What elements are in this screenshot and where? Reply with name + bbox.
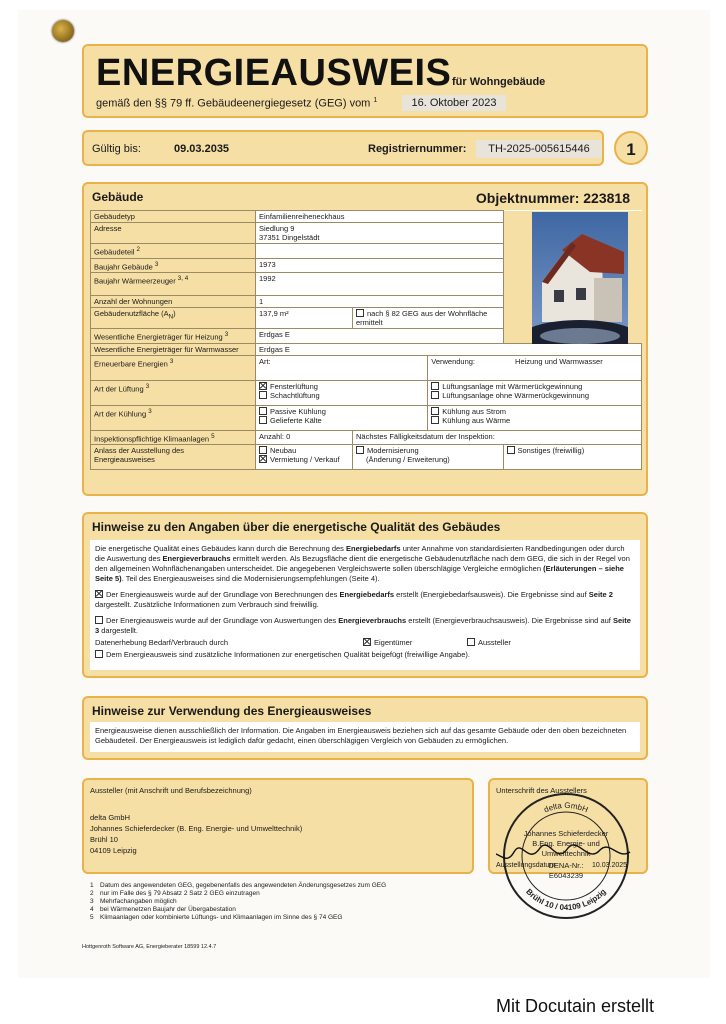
checkbox-checked-icon — [259, 382, 267, 390]
label-issue-reason: Anlass der Ausstellung des Energieausweises — [91, 445, 256, 470]
cooling-options-right[interactable]: Kühlung aus Strom Kühlung aus Wärme — [428, 405, 642, 430]
value-renewable-type: Art: — [256, 355, 428, 380]
label-address: Adresse — [91, 223, 256, 244]
table-row — [91, 430, 642, 445]
checkbox-checked-icon — [363, 638, 371, 646]
value-year-built: 1973 — [256, 258, 504, 273]
footnote: 1 Datum des angewendeten GEG, gegebenenfalls des angewendeten Änderungsgesetzes zum GEG — [90, 882, 387, 889]
checkbox-icon — [431, 407, 439, 415]
notes-quality-title: Hinweise zu den Angaben über die energetische Qualität des Gebäudes — [92, 520, 501, 534]
building-photo — [532, 212, 628, 344]
svg-text:Umwelttechnik: Umwelttechnik — [541, 849, 591, 858]
svg-text:delta GmbH: delta GmbH — [542, 800, 590, 815]
validity-box — [82, 130, 604, 166]
checkbox-icon — [356, 309, 364, 317]
checkbox-icon — [259, 407, 267, 415]
reason-option-other[interactable]: Sonstiges (freiwillig) — [503, 445, 642, 470]
law-date: 16. Oktober 2023 — [402, 95, 506, 111]
object-number: Objektnummer: 223818 — [475, 190, 630, 206]
option-additional-info[interactable]: Dem Energieausweis sind zusätzliche Informationen zur energetischen Qualität beigefügt (freiwillige Angabe). — [95, 650, 635, 660]
label-apartments: Anzahl der Wohnungen — [91, 296, 256, 308]
value-apartments: 1 — [256, 296, 504, 308]
notes-paragraph: Die energetische Qualität eines Gebäudes kann durch die Berechnung des Energiebedarfs unter Annahme von standardisierten Randbedingungen oder durch die Auswertung des Energieverbrauchs ermittelt werden. Als Bezugsfläche dient die energetische Gebäudenutzfläche nach dem GEG, die sich in der Regel von den allgemeinen Wohnflächenangaben unterscheidet. Die angegebenen Vergleichswerte sollen überschlägige Vergleiche ermöglichen (Erläuterungen – siehe Seite 5). Teil des Energieausweises sind die Modernisierungsempfehlungen (Seite 4). — [95, 544, 630, 583]
reason-options-left[interactable]: Neubau Vermietung / Verkauf — [256, 445, 353, 470]
value-energy-heating: Erdgas E — [256, 329, 504, 344]
label-usable-area: Gebäudenutzfläche $(A_N)$ — [91, 308, 256, 329]
ventilation-options-right[interactable]: Lüftungsanlage mit Wärmerückgewinnung Lüftungsanlage ohne Wärmerückgewinnung — [428, 380, 642, 405]
value-aircon-count: Anzahl: 0 — [256, 430, 353, 445]
checkbox-checked-icon — [95, 590, 103, 598]
option-owner[interactable]: Eigentümer — [363, 638, 412, 648]
svg-text:DENA-Nr.:: DENA-Nr.: — [548, 861, 584, 870]
checkbox-icon — [95, 650, 103, 658]
issuer-address: delta GmbH Johannes Schieferdecker (B. Eng. Energie- und Umwelttechnik) Brühl 10 04109 Leipzig — [90, 813, 303, 855]
notes-quality-body — [90, 540, 640, 670]
value-renewable-usage: Verwendung: Heizung und Warmwasser — [428, 355, 642, 380]
registration-label: Registriernummer: — [368, 143, 467, 155]
footnotes — [90, 882, 386, 922]
checkbox-icon — [431, 416, 439, 424]
issuer-label: Aussteller (mit Anschrift und Berufsbezeichnung) — [90, 786, 252, 795]
svg-text:E6043239: E6043239 — [548, 871, 584, 880]
label-building-type: Gebäudetyp — [91, 211, 256, 223]
signature-label: Unterschrift des Ausstellers — [496, 786, 587, 795]
checkbox-icon — [259, 391, 267, 399]
table-row — [91, 380, 642, 405]
label-ventilation: Art der Lüftung $^3$ — [91, 380, 256, 405]
reason-option-modernisation[interactable]: Modernisierung (Änderung / Erweiterung) — [353, 445, 504, 470]
value-energy-water: Erdgas E — [256, 343, 642, 355]
svg-text:Brühl 10 / 04109 Leipzig: Brühl 10 / 04109 Leipzig — [524, 887, 608, 913]
software-credit: Hottgenroth Software AG, Energieberater 18599 12.4.7 — [82, 944, 217, 950]
label-energy-heating: Wesentliche Energieträger für Heizung $^3$ — [91, 329, 256, 344]
footnote: 5 Klimaanlagen oder kombinierte Lüftungs- und Klimaanlagen im Sinne des § 74 GEG — [90, 914, 343, 921]
document-title: ENERGIEAUSWEIS — [96, 52, 452, 94]
table-row — [91, 405, 642, 430]
document-subtitle: für Wohngebäude — [452, 76, 546, 88]
checkbox-icon — [95, 616, 103, 624]
table-row — [91, 343, 642, 355]
registration-number: TH-2025-005615446 — [476, 140, 602, 158]
value-address: Siedlung 9 37351 Dingelstädt — [256, 223, 504, 244]
footnote: 2 nur im Falle des § 79 Absatz 2 Satz 2 GEG einzutragen — [90, 890, 260, 897]
svg-text:B.Eng. Energie- und: B.Eng. Energie- und — [532, 839, 600, 848]
label-year-built: Baujahr Gebäude $^3$ — [91, 258, 256, 273]
notes-usage-body: Energieausweise dienen ausschließlich der Information. Die Angaben im Energieausweis beziehen sich auf das gesamte Gebäude oder den oben bezeichneten Gebäudeteil. Der Energieausweis ist lediglich dafür gedacht, einen überschlägigen Vergleich von Gebäuden zu ermöglichen. — [90, 722, 640, 752]
building-section — [82, 182, 648, 496]
label-building-part: Gebäudeteil $^2$ — [91, 244, 256, 259]
checkbox-icon — [356, 446, 364, 454]
checkbox-checked-icon — [259, 455, 267, 463]
issuer-box — [82, 778, 474, 874]
docutain-watermark: Mit Docutain erstellt — [496, 996, 655, 1016]
notes-quality-section — [82, 512, 648, 678]
issue-date-label: Ausstellungsdatum — [496, 862, 556, 869]
option-area-from-living[interactable]: nach § 82 GEG aus der Wohnfläche ermittelt — [353, 308, 504, 329]
label-aircon: Inspektionspflichtige Klimaanlagen $^5$ — [91, 430, 256, 445]
checkbox-icon — [259, 416, 267, 424]
header-box — [82, 44, 648, 118]
label-year-heater: Baujahr Wärmeerzeuger $^{3, 4}$ — [91, 273, 256, 296]
table-row — [91, 445, 642, 470]
notes-usage-section — [82, 696, 648, 760]
checkbox-icon — [467, 638, 475, 646]
data-collection-row: Datenerhebung Bedarf/Verbrauch durch Eigentümer Aussteller — [95, 638, 511, 647]
building-section-title: Gebäude — [92, 190, 144, 204]
label-cooling: Art der Kühlung $^3$ — [91, 405, 256, 430]
label-renewable: Erneuerbare Energien $^3$ — [91, 355, 256, 380]
option-issuer[interactable]: Aussteller — [467, 638, 511, 648]
value-aircon-inspection: Nächstes Fälligkeitsdatum der Inspektion: — [353, 430, 642, 445]
ventilation-options-left[interactable]: Fensterlüftung Schachtlüftung — [256, 380, 428, 405]
value-usable-area: 137,9 m² — [256, 308, 353, 329]
footnote: 3 Mehrfachangaben möglich — [90, 898, 177, 905]
checkbox-icon — [507, 446, 515, 454]
table-row — [91, 355, 642, 380]
value-building-type: Einfamilienreiheneckhaus — [256, 211, 504, 223]
checkbox-icon — [431, 382, 439, 390]
value-year-heater: 1992 — [256, 273, 504, 296]
page-number-badge: 1 — [614, 131, 648, 165]
notes-usage-title: Hinweise zur Verwendung des Energieausweises — [92, 704, 372, 718]
issue-date-value: 10.03.2025 — [592, 862, 628, 869]
option-consumption-certificate[interactable]: Der Energieausweis wurde auf der Grundlage von Auswertungen des Energieverbrauchs erstellt (Energieverbrauchsausweis). Die Ergebnisse sind auf Seite 3 dargestellt. — [95, 616, 631, 635]
checkbox-icon — [431, 391, 439, 399]
valid-until-label: Gültig bis: — [92, 143, 141, 155]
cooling-options-left[interactable]: Passive Kühlung Gelieferte Kälte — [256, 405, 428, 430]
issuer-stamp — [496, 786, 636, 926]
footnote: 4 bei Wärmenetzen Baujahr der Übergabestation — [90, 906, 236, 913]
law-reference: gemäß den §§ 79 ff. Gebäudeenergiegesetz (GEG) vom $^1$ — [96, 97, 378, 110]
label-energy-water: Wesentliche Energieträger für Warmwasser — [91, 343, 256, 355]
hole-punch-reinforcement — [52, 20, 74, 42]
svg-text:Johannes Schieferdecker: Johannes Schieferdecker — [523, 829, 609, 838]
valid-until-value: 09.03.2035 — [174, 143, 230, 155]
checkbox-icon — [259, 446, 267, 454]
option-demand-certificate[interactable]: Der Energieausweis wurde auf der Grundlage von Berechnungen des Energiebedarfs erstellt (Energiebedarfsausweis). Die Ergebnisse sind auf Seite 2 dargestellt. Zusätzliche Informationen zum Verbrauch sind freiwillig. — [95, 590, 613, 609]
